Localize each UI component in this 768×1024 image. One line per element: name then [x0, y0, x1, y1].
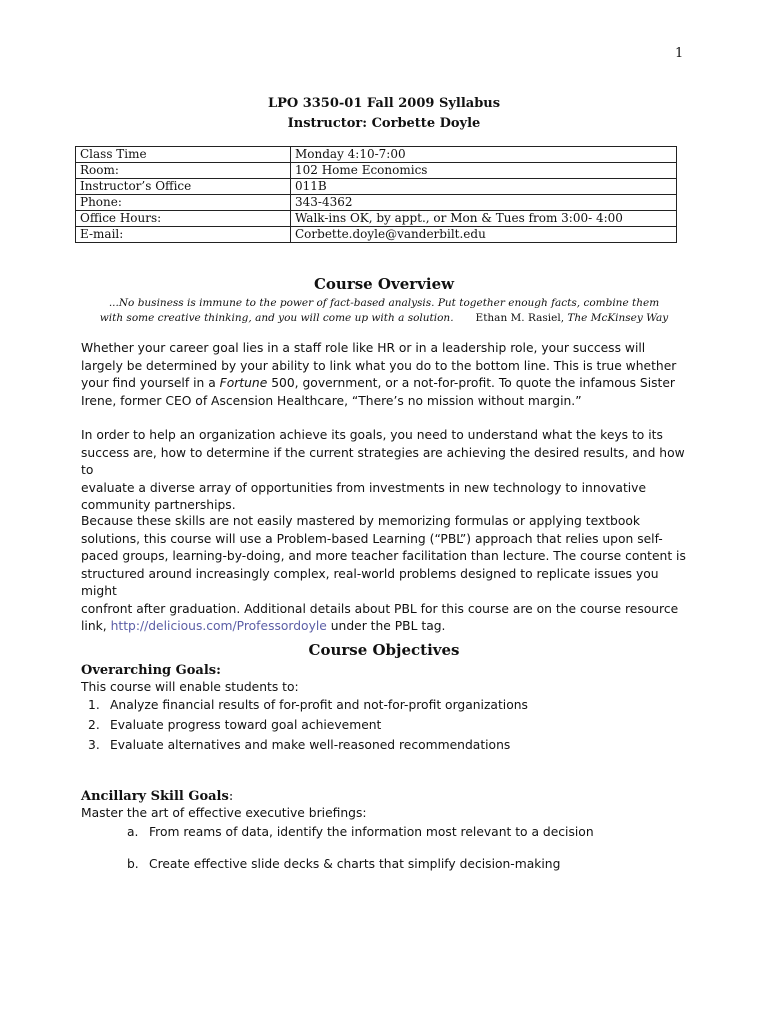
text-span: link, [81, 619, 111, 633]
list-text: Analyze financial results of for-profit and not-for-profit organizations [110, 698, 528, 712]
list-letter: a. [127, 825, 139, 839]
paragraph-line: success are, how to determine if the current strategies are achieving the desired results, and how to [81, 445, 685, 477]
ancillary-heading-text: Ancillary Skill Goals [81, 789, 229, 804]
quote-line-2 [0, 311, 768, 325]
list-number: 1. [88, 698, 100, 712]
info-value: Walk-ins OK, by appt., or Mon & Tues from 3:00- 4:00 [291, 211, 677, 227]
list-item [88, 698, 528, 712]
paragraph-line: Irene, former CEO of Ascension Healthcare, “There’s no mission without margin.” [81, 393, 582, 408]
quote-book: The McKinsey Way [567, 312, 669, 324]
info-label: Phone: [76, 195, 291, 211]
info-label: Class Time [76, 147, 291, 163]
paragraph-line: paced groups, learning-by-doing, and more teacher facilitation than lecture. The course content is [81, 549, 686, 563]
course-overview-heading: Course Overview [313, 275, 455, 293]
list-number: 3. [88, 738, 100, 752]
text-span: 500, government, or a not-for-profit. To quote the infamous Sister [267, 376, 675, 390]
info-value: 343-4362 [291, 195, 677, 211]
info-label: E-mail: [76, 227, 291, 243]
ancillary-goals-heading [81, 789, 233, 804]
list-item [127, 857, 560, 871]
paragraph-line [81, 618, 691, 636]
ancillary-heading-colon: : [228, 789, 234, 804]
paragraph-line: largely be determined by your ability to link what you do to the bottom line. This is true whether [81, 358, 677, 373]
page-number: 1 [675, 46, 684, 61]
info-value: Corbette.doyle@vanderbilt.edu [291, 227, 677, 243]
syllabus-title: LPO 3350-01 Fall 2009 Syllabus [267, 96, 501, 111]
table-row [76, 211, 677, 227]
overarching-goals-heading: Overarching Goals: [81, 663, 221, 678]
text-span: your find yourself in a [81, 376, 220, 390]
quote-text: with some creative thinking, and you will come up with a solution. [99, 312, 454, 324]
paragraph-line: In order to help an organization achieve its goals, you need to understand what the keys to its [81, 428, 663, 442]
paragraph-line [81, 375, 691, 393]
info-label: Room: [76, 163, 291, 179]
list-text: Create effective slide decks & charts that simplify decision-making [149, 857, 561, 871]
overview-paragraph-2 [81, 427, 691, 515]
instructor-line: Instructor: Corbette Doyle [287, 116, 481, 131]
paragraph-line: solutions, this course will use a Problem-based Learning (“PBL”) approach that relies upon self- [81, 531, 663, 546]
text-span: under the PBL tag. [326, 619, 446, 633]
paragraph-line: Whether your career goal lies in a staff role like HR or in a leadership role, your success will [81, 341, 646, 355]
paragraph-line: community partnerships. [81, 498, 236, 512]
list-text: From reams of data, identify the information most relevant to a decision [149, 825, 594, 839]
list-text: Evaluate progress toward goal achievement [110, 718, 382, 732]
list-item [88, 718, 381, 732]
table-row [76, 227, 677, 243]
course-info-table [75, 146, 677, 243]
overview-paragraph-1 [81, 340, 691, 410]
info-value: Monday 4:10-7:00 [291, 147, 677, 163]
list-text: Evaluate alternatives and make well-reasoned recommendations [110, 738, 511, 752]
info-value: 102 Home Economics [291, 163, 677, 179]
list-item [88, 738, 510, 752]
ancillary-intro: Master the art of effective executive briefings: [81, 806, 367, 820]
goals-intro: This course will enable students to: [81, 680, 299, 694]
info-value: 011B [291, 179, 677, 195]
quote-author: Ethan M. Rasiel, [475, 312, 565, 324]
fortune-italic: Fortune [219, 376, 268, 390]
course-objectives-heading: Course Objectives [308, 641, 460, 659]
paragraph-line: Because these skills are not easily mastered by memorizing formulas or applying textbook [81, 514, 640, 528]
list-letter: b. [127, 857, 139, 871]
resource-link[interactable]: http://delicious.com/Professordoyle [110, 619, 327, 633]
table-row [76, 195, 677, 211]
paragraph-line: confront after graduation. Additional details about PBL for this course are on the course resource [81, 601, 679, 616]
list-number: 2. [88, 718, 100, 732]
table-row [76, 147, 677, 163]
table-row [76, 163, 677, 179]
paragraph-line: structured around increasingly complex, real-world problems designed to replicate issues you might [81, 566, 659, 598]
info-label: Office Hours: [76, 211, 291, 227]
overview-paragraph-3 [81, 513, 691, 636]
paragraph-line: evaluate a diverse array of opportunities from investments in new technology to innovative [81, 480, 647, 495]
table-row [76, 179, 677, 195]
quote-line-1: ...No business is immune to the power of fact-based analysis. Put together enough facts, combine them [108, 297, 660, 309]
info-label: Instructor’s Office [76, 179, 291, 195]
list-item [127, 825, 594, 839]
